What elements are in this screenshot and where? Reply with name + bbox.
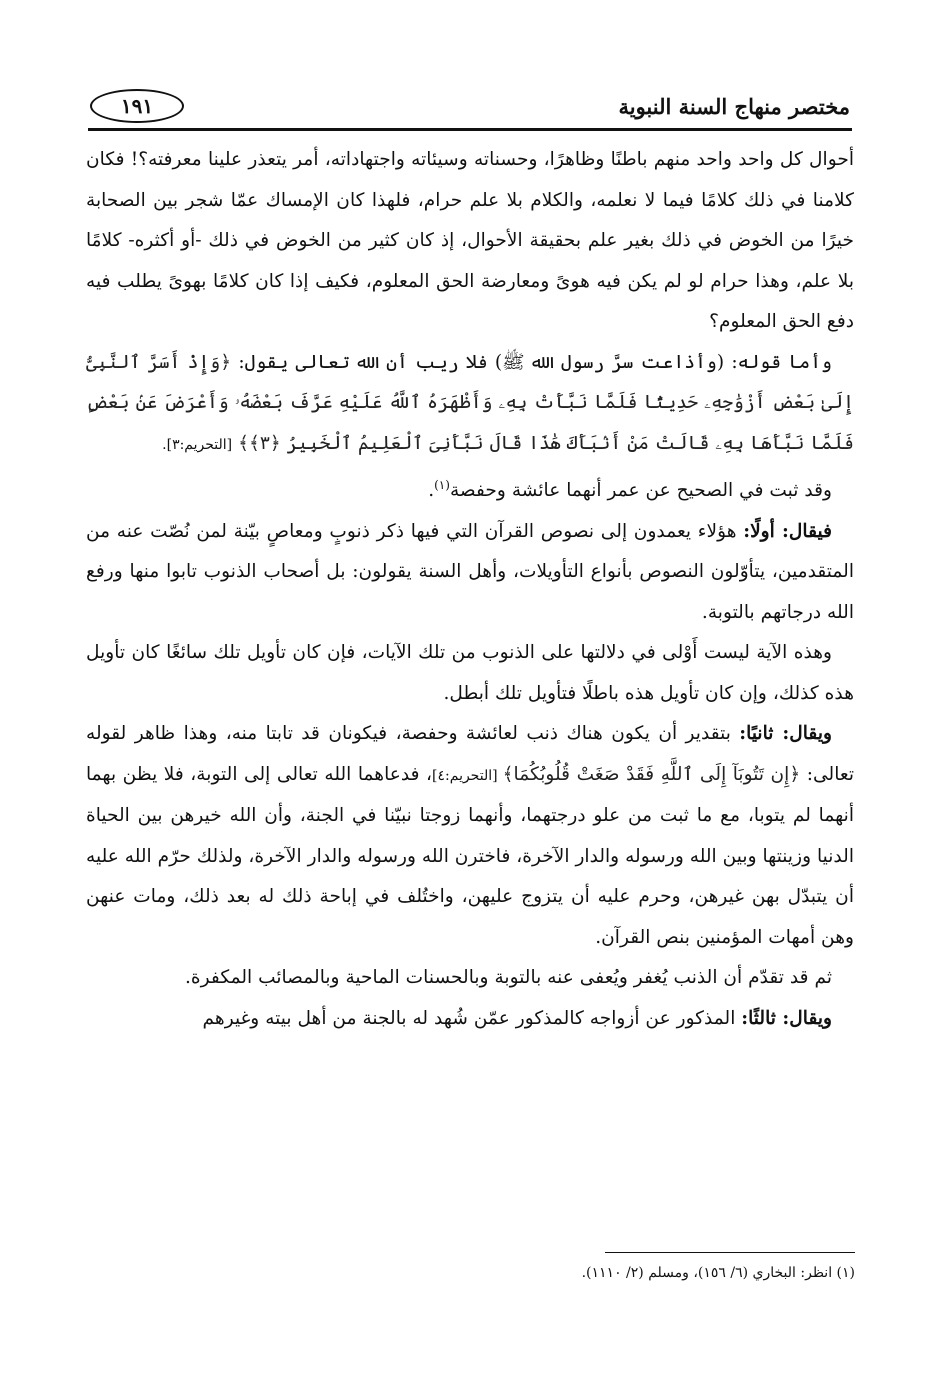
paragraph-6-text-a: بتقدير أن يكون هناك ذنب لعائشة وحفصة، فيكونان قد تابتا منه، وهذا ظاهر لقوله تعالى: xyxy=(86,723,854,785)
paragraph-7: ثم قد تقدّم أن الذنب يُغفر ويُعفى عنه بالتوبة وبالحسنات الماحية وبالمصائب المكفرة. xyxy=(185,967,832,989)
paragraph-1: أحوال كل واحد واحد منهم باطنًا وظاهرًا، وحسناته وسيئاته واجتهاداته، أمر يتعذر علينا معرفته؟! فكان كلامنا في ذلك كلامًا فيما لا نعلمه، والكلام بلا علم حرام، فلهذا كان الإمساك عمّا شجر بين الصحابة خيرًا من الخوض في ذلك بغير علم بحقيقة الأحوال، إذ كان كثير من الخوض في ذلك -أو أكثره- كلامًا بلا علم، وهذا حرام لو لم يكن فيه هوىً ومعارضة الحق المعلوم، فكيف إذا كان كلامًا بهوىً يطلب فيه دفع الحق المعلوم؟ xyxy=(86,149,854,332)
footnote-divider xyxy=(605,1252,855,1253)
paragraph-8-text: المذكور عن أزواجه كالمذكور عمّن شُهد له بالجنة من أهل بيته وغيرهم xyxy=(202,1007,742,1029)
page-number: ١٩١ xyxy=(120,94,154,118)
page-header xyxy=(90,88,850,124)
paragraph-8 xyxy=(86,999,854,1040)
paragraph-6 xyxy=(86,714,854,958)
body-text xyxy=(86,140,854,1039)
paragraph-6-text-b: ، فدعاهما الله تعالى إلى التوبة، فلا يظن بهما أنهما لم يتوبا، مع ما ثبت من علو درجتهما، وأنهما زوجتا نبيّنا في الجنة، وأن الله خيرهن بين الحياة الدنيا وزينتها وبين الله ورسوله والدار الآخرة، فاخترن الله ورسوله والدار الآخرة، ولذلك حرّم الله عليه أن يتبدّل بهن غيرهن، وحرم عليه أن يتزوج عليهن، واختُلف في إباحة ذلك له بعد ذلك، ومات عنهن وهن أمهات المؤمنين بنص القرآن. xyxy=(86,763,854,948)
paragraph-3-end: . xyxy=(428,480,435,502)
verse-reference-2: [التحريم:٤] xyxy=(432,767,503,784)
paragraph-4 xyxy=(86,512,854,634)
paragraph-2-intro: وأما قوله: (وأذاعت سرَّ رسول الله ﷺ) فلا ريب أن الله تعالى يقول: xyxy=(238,351,832,373)
header-divider xyxy=(88,128,852,131)
point-two-lead: ويقال: ثانيًا: xyxy=(739,723,832,745)
paragraph-2 xyxy=(86,343,854,466)
footnote: (١) انظر: البخاري (٦/ ١٥٦)، ومسلم (٢/ ١١١٠). xyxy=(581,1265,855,1281)
paragraph-5: وهذه الآية ليست أَوْلى في دلالتها على الذنوب من تلك الآيات، فإن كان تأويل تلك سائغًا كان تأويل هذه كذلك، وإن كان تأويل هذه باطلًا فتأويل تلك أبطل. xyxy=(86,642,854,704)
paragraph-3-text: وقد ثبت في الصحيح عن عمر أنهما عائشة وحفصة xyxy=(449,480,832,502)
footnote-marker: (١) xyxy=(434,478,450,492)
point-one-lead: فيقال: أولًا: xyxy=(743,520,832,542)
verse-reference: [التحريم:٣]. xyxy=(162,436,233,453)
point-three-lead: ويقال: ثالثًا: xyxy=(741,1007,832,1029)
page-number-badge xyxy=(90,89,184,123)
book-title: مختصر منهاج السنة النبوية xyxy=(618,93,850,119)
quran-verse-tahrim-3: ﴿وَإِذْ أَسَرَّ ٱلنَّبِىُّ إِلَىٰ بَعْضِ أَزْوَٰجِهِۦ حَدِيثًا فَلَمَّا نَبَّأَتْ بِهِۦ وَأَظْهَرَهُ ٱللَّهُ عَلَيْهِ عَرَّفَ بَعْضَهُۥ وَأَعْرَضَ عَنۢ بَعْضٍ فَلَمَّا نَبَّأَهَا بِهِۦ قَالَتْ مَنْ أَنۢبَأَكَ هَٰذَا قَالَ نَبَّأَنِىَ ٱلْعَلِيمُ ٱلْخَبِيرُ ﴿٣﴾﴾ xyxy=(86,351,854,454)
paragraph-4-text: هؤلاء يعمدون إلى نصوص القرآن التي فيها ذكر ذنوبٍ ومعاصٍ بيّنة لمن نُصّت عنه من المتقدمين، يتأوّلون النصوص بأنواع التأويلات، وأهل السنة يقولون: بل أصحاب الذنوب تابوا منها ورفع الله درجاتهم بالتوبة. xyxy=(86,520,854,623)
quran-verse-tahrim-4: ﴿إِن تَتُوبَآ إِلَى ٱللَّهِ فَقَدْ صَغَتْ قُلُوبُكُمَا﴾ xyxy=(502,763,801,785)
paragraph-3 xyxy=(86,465,854,512)
